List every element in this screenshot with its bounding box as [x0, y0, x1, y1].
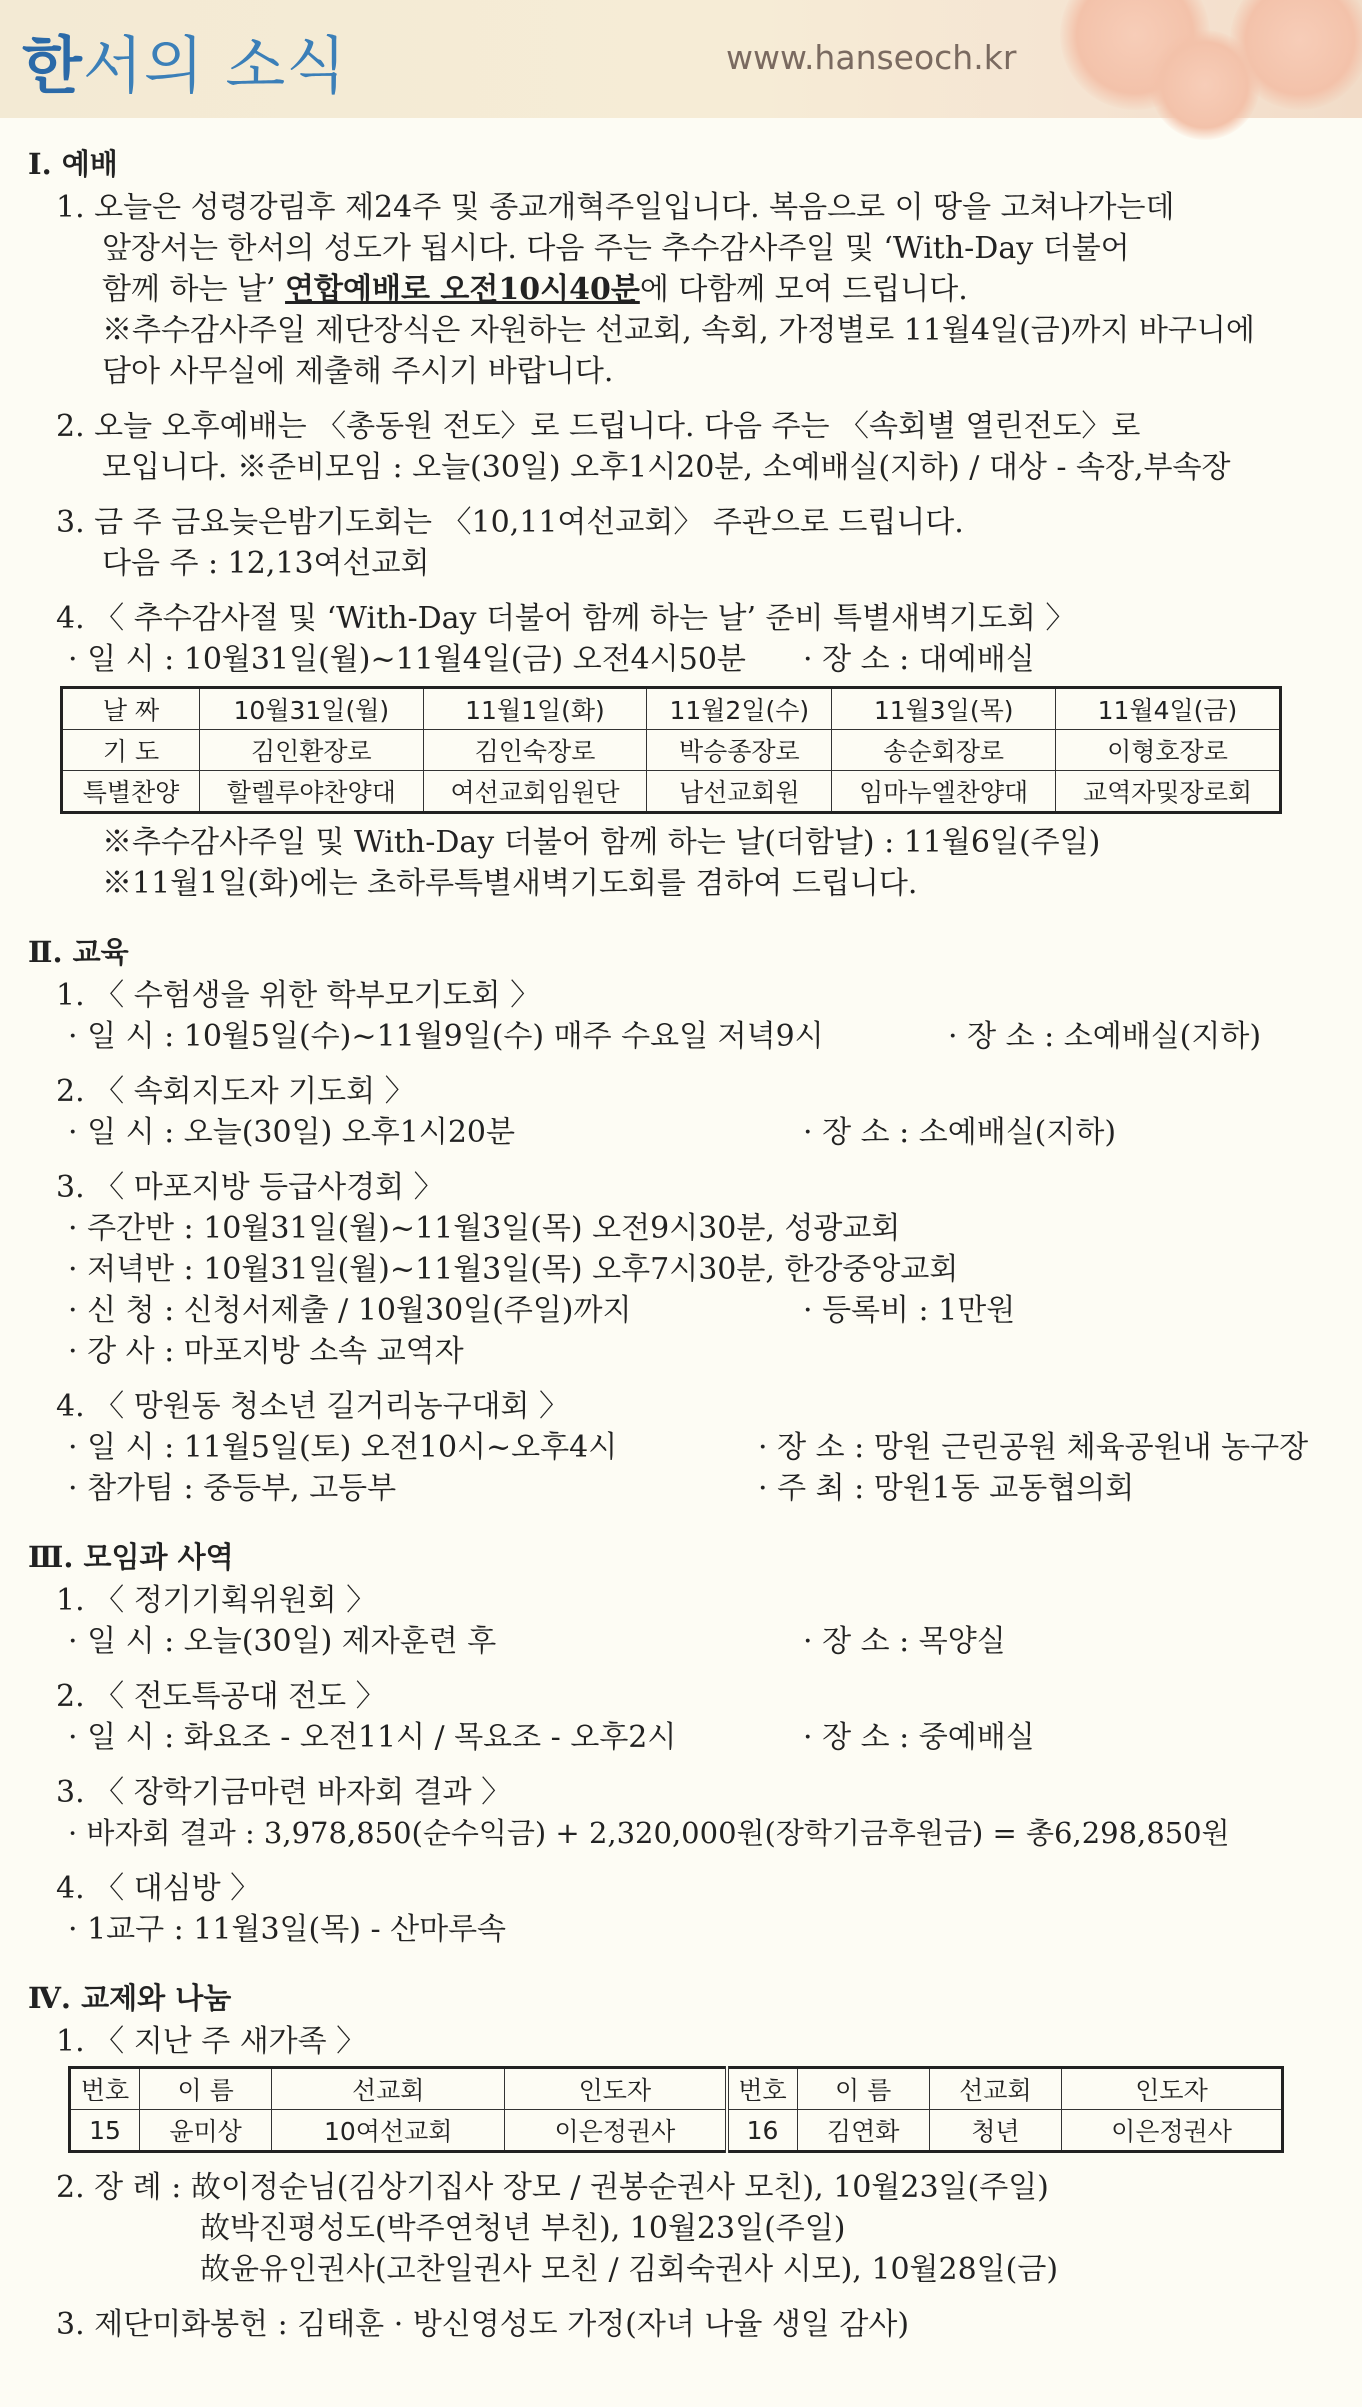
worship-item-3 [28, 502, 1338, 584]
item-heading: 2. 〈 속회지도자 기도회 〉 [56, 1074, 415, 1109]
prayer-schedule-table [60, 686, 1282, 814]
table-cell: 송순회장로 [832, 730, 1056, 771]
text-line: · 강 사 : 마포지방 소속 교역자 [68, 1334, 464, 1369]
title-first-char: 한 [22, 29, 83, 102]
table-cell: 이 름 [797, 2068, 929, 2110]
table-cell: 이형호장로 [1055, 730, 1280, 771]
text-line: 4. 〈 추수감사절 및 ‘With-Day 더불어 함께 하는 날’ 준비 특별새벽기도회 〉 [56, 601, 1076, 636]
worship-item-1 [28, 187, 1338, 392]
text-row [28, 1717, 1338, 1758]
new-family-table [68, 2066, 1284, 2153]
section-title-fellowship: Ⅳ. 교제와 나눔 [28, 1981, 232, 2015]
fellowship-item-2 [28, 2167, 1338, 2290]
text-line: ※11월1일(화)에는 초하루특별새벽기도회를 겸하여 드립니다. [102, 866, 918, 901]
item-heading: 3. 〈 장학기금마련 바자회 결과 〉 [56, 1775, 512, 1810]
table-cell: 15 [70, 2110, 140, 2152]
text-line: 3. 제단미화봉헌 : 김태훈 · 방신영성도 가정(자녀 나율 생일 감사) [56, 2307, 910, 2342]
education-item-2 [28, 1071, 1338, 1153]
table-cell: 11월1일(화) [423, 688, 647, 730]
table-row [70, 2068, 1283, 2110]
item-heading: 2. 〈 전도특공대 전도 〉 [56, 1679, 386, 1714]
text-span: 에 다함께 모여 드립니다. [639, 272, 968, 307]
gatherings-item-2 [28, 1676, 1338, 1758]
text-line: · 참가팀 : 중등부, 고등부 [68, 1471, 397, 1506]
text-line: · 일 시 : 11월5일(토) 오전10시~오후4시 [68, 1430, 618, 1465]
text-row [28, 639, 1338, 680]
section-title-education: Ⅱ. 교육 [28, 935, 129, 969]
table-cell: 10월31일(월) [200, 688, 424, 730]
education-item-3 [28, 1167, 1338, 1372]
text-row [28, 1468, 1338, 1509]
table-cell: 10여선교회 [272, 2110, 505, 2152]
table-cell: 번호 [70, 2068, 140, 2110]
table-cell: 11월4일(금) [1055, 688, 1280, 730]
table-cell: 이 름 [140, 2068, 272, 2110]
text-line: ※추수감사주일 및 With-Day 더불어 함께 하는 날(더함날) : 11월6일(주일) [102, 825, 1101, 860]
table-cell: 김인환장로 [200, 730, 424, 771]
gatherings-item-4 [28, 1868, 1338, 1950]
text-row [28, 1112, 1338, 1153]
education-item-1 [28, 975, 1338, 1057]
header-banner [0, 0, 1362, 118]
text-row [28, 1621, 1338, 1662]
table-cell: 남선교회원 [647, 771, 832, 813]
section-title-gatherings: Ⅲ. 모임과 사역 [28, 1540, 234, 1574]
fellowship-item-1 [28, 2021, 1338, 2153]
table-cell: 날 짜 [62, 688, 200, 730]
table-cell: 16 [727, 2110, 798, 2152]
table-cell: 이은정권사 [505, 2110, 727, 2152]
text-line: · 장 소 : 중예배실 [803, 1720, 1035, 1755]
education-item-4 [28, 1386, 1338, 1509]
item-heading: 3. 〈 마포지방 등급사경회 〉 [56, 1170, 444, 1205]
table-cell: 임마누엘찬양대 [832, 771, 1056, 813]
table-cell: 청년 [929, 2110, 1061, 2152]
table-row [62, 688, 1281, 730]
text-line: 故박진평성도(박주연청년 부친), 10월23일(주일) [200, 2211, 846, 2246]
table-cell: 김인숙장로 [423, 730, 647, 771]
text-line: · 등록비 : 1만원 [803, 1293, 1016, 1328]
table-cell: 인도자 [505, 2068, 727, 2110]
table-cell: 인도자 [1061, 2068, 1282, 2110]
text-line: 3. 금 주 금요늦은밤기도회는 〈10,11여선교회〉 주관으로 드립니다. [56, 505, 964, 540]
table-row [62, 730, 1281, 771]
text-line: 2. 장 례 : 故이정순님(김상기집사 장모 / 권봉순권사 모친), 10월23일(주일) [56, 2170, 1049, 2205]
text-row [28, 1427, 1338, 1468]
table-cell: 이은정권사 [1061, 2110, 1282, 2152]
table-row [62, 771, 1281, 813]
table-cell: 박승종장로 [647, 730, 832, 771]
text-line: 다음 주 : 12,13여선교회 [102, 546, 430, 581]
title-rest: 서의 소식 [82, 29, 348, 102]
fellowship-item-3 [28, 2304, 1338, 2345]
text-line: · 1교구 : 11월3일(목) - 산마루속 [68, 1912, 507, 1947]
text-line: 모입니다. ※준비모임 : 오늘(30일) 오후1시20분, 소예배실(지하) / 대상 - 속장,부속장 [102, 450, 1231, 485]
table-cell: 교역자및장로회 [1055, 771, 1280, 813]
table-cell: 선교회 [929, 2068, 1061, 2110]
worship-item-2 [28, 406, 1338, 488]
table-cell: 선교회 [272, 2068, 505, 2110]
item-heading: 1. 〈 지난 주 새가족 〉 [56, 2024, 367, 2059]
gatherings-item-1 [28, 1580, 1338, 1662]
bazaar-result: · 바자회 결과 : 3,978,850(순수익금) + 2,320,000원(장학기금후원금) = 총6,298,850원 [68, 1816, 1230, 1850]
table-cell: 윤미상 [140, 2110, 272, 2152]
text-line: · 일 시 : 오늘(30일) 오후1시20분 [68, 1115, 515, 1150]
section-title-worship: Ⅰ. 예배 [28, 147, 118, 181]
text-row [28, 1016, 1338, 1057]
text-line: · 장 소 : 망원 근린공원 체육공원내 농구장 [758, 1430, 1309, 1465]
joint-service-time: 연합예배로 오전10시40분 [285, 272, 640, 307]
table-cell: 할렐루야찬양대 [200, 771, 424, 813]
text-line: · 신 청 : 신청서제출 / 10월30일(주일)까지 [68, 1293, 632, 1328]
text-line: · 일 시 : 10월5일(수)~11월9일(수) 매주 수요일 저녁9시 [68, 1019, 824, 1054]
table-row [70, 2110, 1283, 2152]
text-line: ※추수감사주일 제단장식은 자원하는 선교회, 속회, 가정별로 11월4일(금)까지 바구니에 [102, 313, 1255, 348]
text-line: 故윤유인권사(고찬일권사 모친 / 김회숙권사 시모), 10월28일(금) [200, 2252, 1059, 2287]
table-cell: 김연화 [797, 2110, 929, 2152]
text-line: · 장 소 : 대예배실 [803, 642, 1035, 677]
text-line: 담아 사무실에 제출해 주시기 바랍니다. [102, 354, 614, 389]
worship-item-4 [28, 598, 1338, 904]
item-heading: 1. 〈 정기기획위원회 〉 [56, 1583, 377, 1618]
text-line: · 일 시 : 화요조 - 오전11시 / 목요조 - 오후2시 [68, 1720, 677, 1755]
table-cell: 특별찬양 [62, 771, 200, 813]
text-row [28, 1290, 1338, 1331]
table-cell: 기 도 [62, 730, 200, 771]
text-line: · 주간반 : 10월31일(월)~11월3일(목) 오전9시30분, 성광교회 [68, 1211, 901, 1246]
newsletter-title [22, 16, 347, 105]
item-heading: 4. 〈 대심방 〉 [56, 1871, 261, 1906]
item-heading: 4. 〈 망원동 청소년 길거리농구대회 〉 [56, 1389, 570, 1424]
bulletin-content [28, 142, 1338, 2345]
website-url: www.hanseoch.kr [726, 38, 1017, 77]
text-line: · 장 소 : 소예배실(지하) [803, 1115, 1117, 1150]
text-line: · 일 시 : 오늘(30일) 제자훈련 후 [68, 1624, 497, 1659]
text-line [28, 269, 1338, 310]
table-cell: 11월3일(목) [832, 688, 1056, 730]
text-line: · 일 시 : 10월31일(월)~11월4일(금) 오전4시50분 [68, 642, 746, 677]
text-line: · 장 소 : 소예배실(지하) [948, 1019, 1262, 1054]
text-line: · 저녁반 : 10월31일(월)~11월3일(목) 오후7시30분, 한강중앙교회 [68, 1252, 959, 1287]
text-line: · 장 소 : 목양실 [803, 1624, 1006, 1659]
table-cell: 11월2일(수) [647, 688, 832, 730]
table-cell: 번호 [727, 2068, 798, 2110]
text-line: 앞장서는 한서의 성도가 됩시다. 다음 주는 추수감사주일 및 ‘With-Day 더불어 [102, 231, 1130, 266]
text-line: 2. 오늘 오후예배는 〈총동원 전도〉로 드립니다. 다음 주는 〈속회별 열린전도〉로 [56, 409, 1141, 444]
text-span: 함께 하는 날’ [102, 272, 286, 307]
text-line: · 주 최 : 망원1동 교동협의회 [758, 1471, 1135, 1506]
table-cell: 여선교회임원단 [423, 771, 647, 813]
item-heading: 1. 〈 수험생을 위한 학부모기도회 〉 [56, 978, 541, 1013]
text-line: 1. 오늘은 성령강림후 제24주 및 종교개혁주일입니다. 복음으로 이 땅을 고쳐나가는데 [56, 190, 1175, 225]
gatherings-item-3 [28, 1772, 1338, 1854]
